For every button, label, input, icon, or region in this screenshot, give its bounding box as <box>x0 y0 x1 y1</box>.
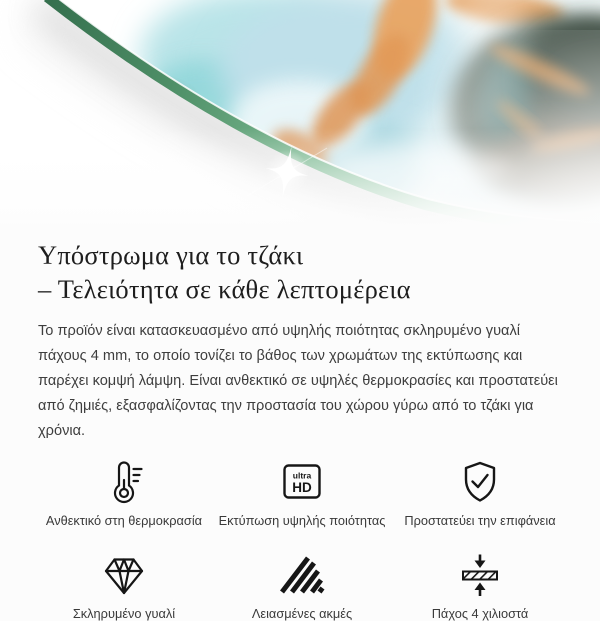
page-title <box>38 238 566 307</box>
feature-label: Προστατεύει την επιφάνεια <box>404 513 556 529</box>
thermometer-icon <box>100 458 148 506</box>
product-info-section <box>0 232 600 621</box>
page-title-line1: Υπόστρωμα για το τζάκι <box>38 240 304 270</box>
feature-label: Σκληρυμένο γυαλί <box>72 605 176 621</box>
diamond-icon <box>100 551 148 599</box>
polished-edges-icon <box>278 551 326 599</box>
features-grid <box>38 458 566 621</box>
feature-label: Ανθεκτικό στη θερμοκρασία <box>45 513 203 529</box>
feature-heat-resistant <box>38 458 210 528</box>
product-description: Το προϊόν είναι κατασκευασμένο από υψηλής ποιότητας σκληρυμένο γυαλί πάχους 4 mm, το οποίο τονίζει το βάθος των χρωμάτων της εκτύπωσης και παρέχει κομψή λάμψη. Είναι ανθεκτικό σε υψηλές θερμοκρασίες και προστατεύει από ζημιές, εξασφαλίζοντας την προστασία του χώρου γύρω από το τζάκι για χρόνια. <box>38 322 558 440</box>
feature-print-quality <box>216 458 388 528</box>
feature-label: Εκτύπωση υψηλής ποιότητας <box>218 513 386 529</box>
feature-polished-edges <box>216 551 388 621</box>
feature-surface-protection <box>394 458 566 528</box>
feature-label: Λειασμένες ακμές <box>251 605 353 621</box>
product-photo-art <box>0 0 600 232</box>
product-photo <box>0 0 600 232</box>
ultra-hd-icon <box>278 458 326 506</box>
feature-label: Πάχος 4 χιλιοστά <box>431 605 529 621</box>
feature-tempered-glass <box>38 551 210 621</box>
feature-thickness <box>394 551 566 621</box>
page-title-line2: – Τελειότητα σε κάθε λεπτομέρεια <box>38 274 411 305</box>
svg-text:ultra: ultra <box>292 470 312 481</box>
thickness-icon <box>456 551 504 599</box>
shield-check-icon <box>456 458 504 506</box>
svg-text:HD: HD <box>292 480 312 496</box>
